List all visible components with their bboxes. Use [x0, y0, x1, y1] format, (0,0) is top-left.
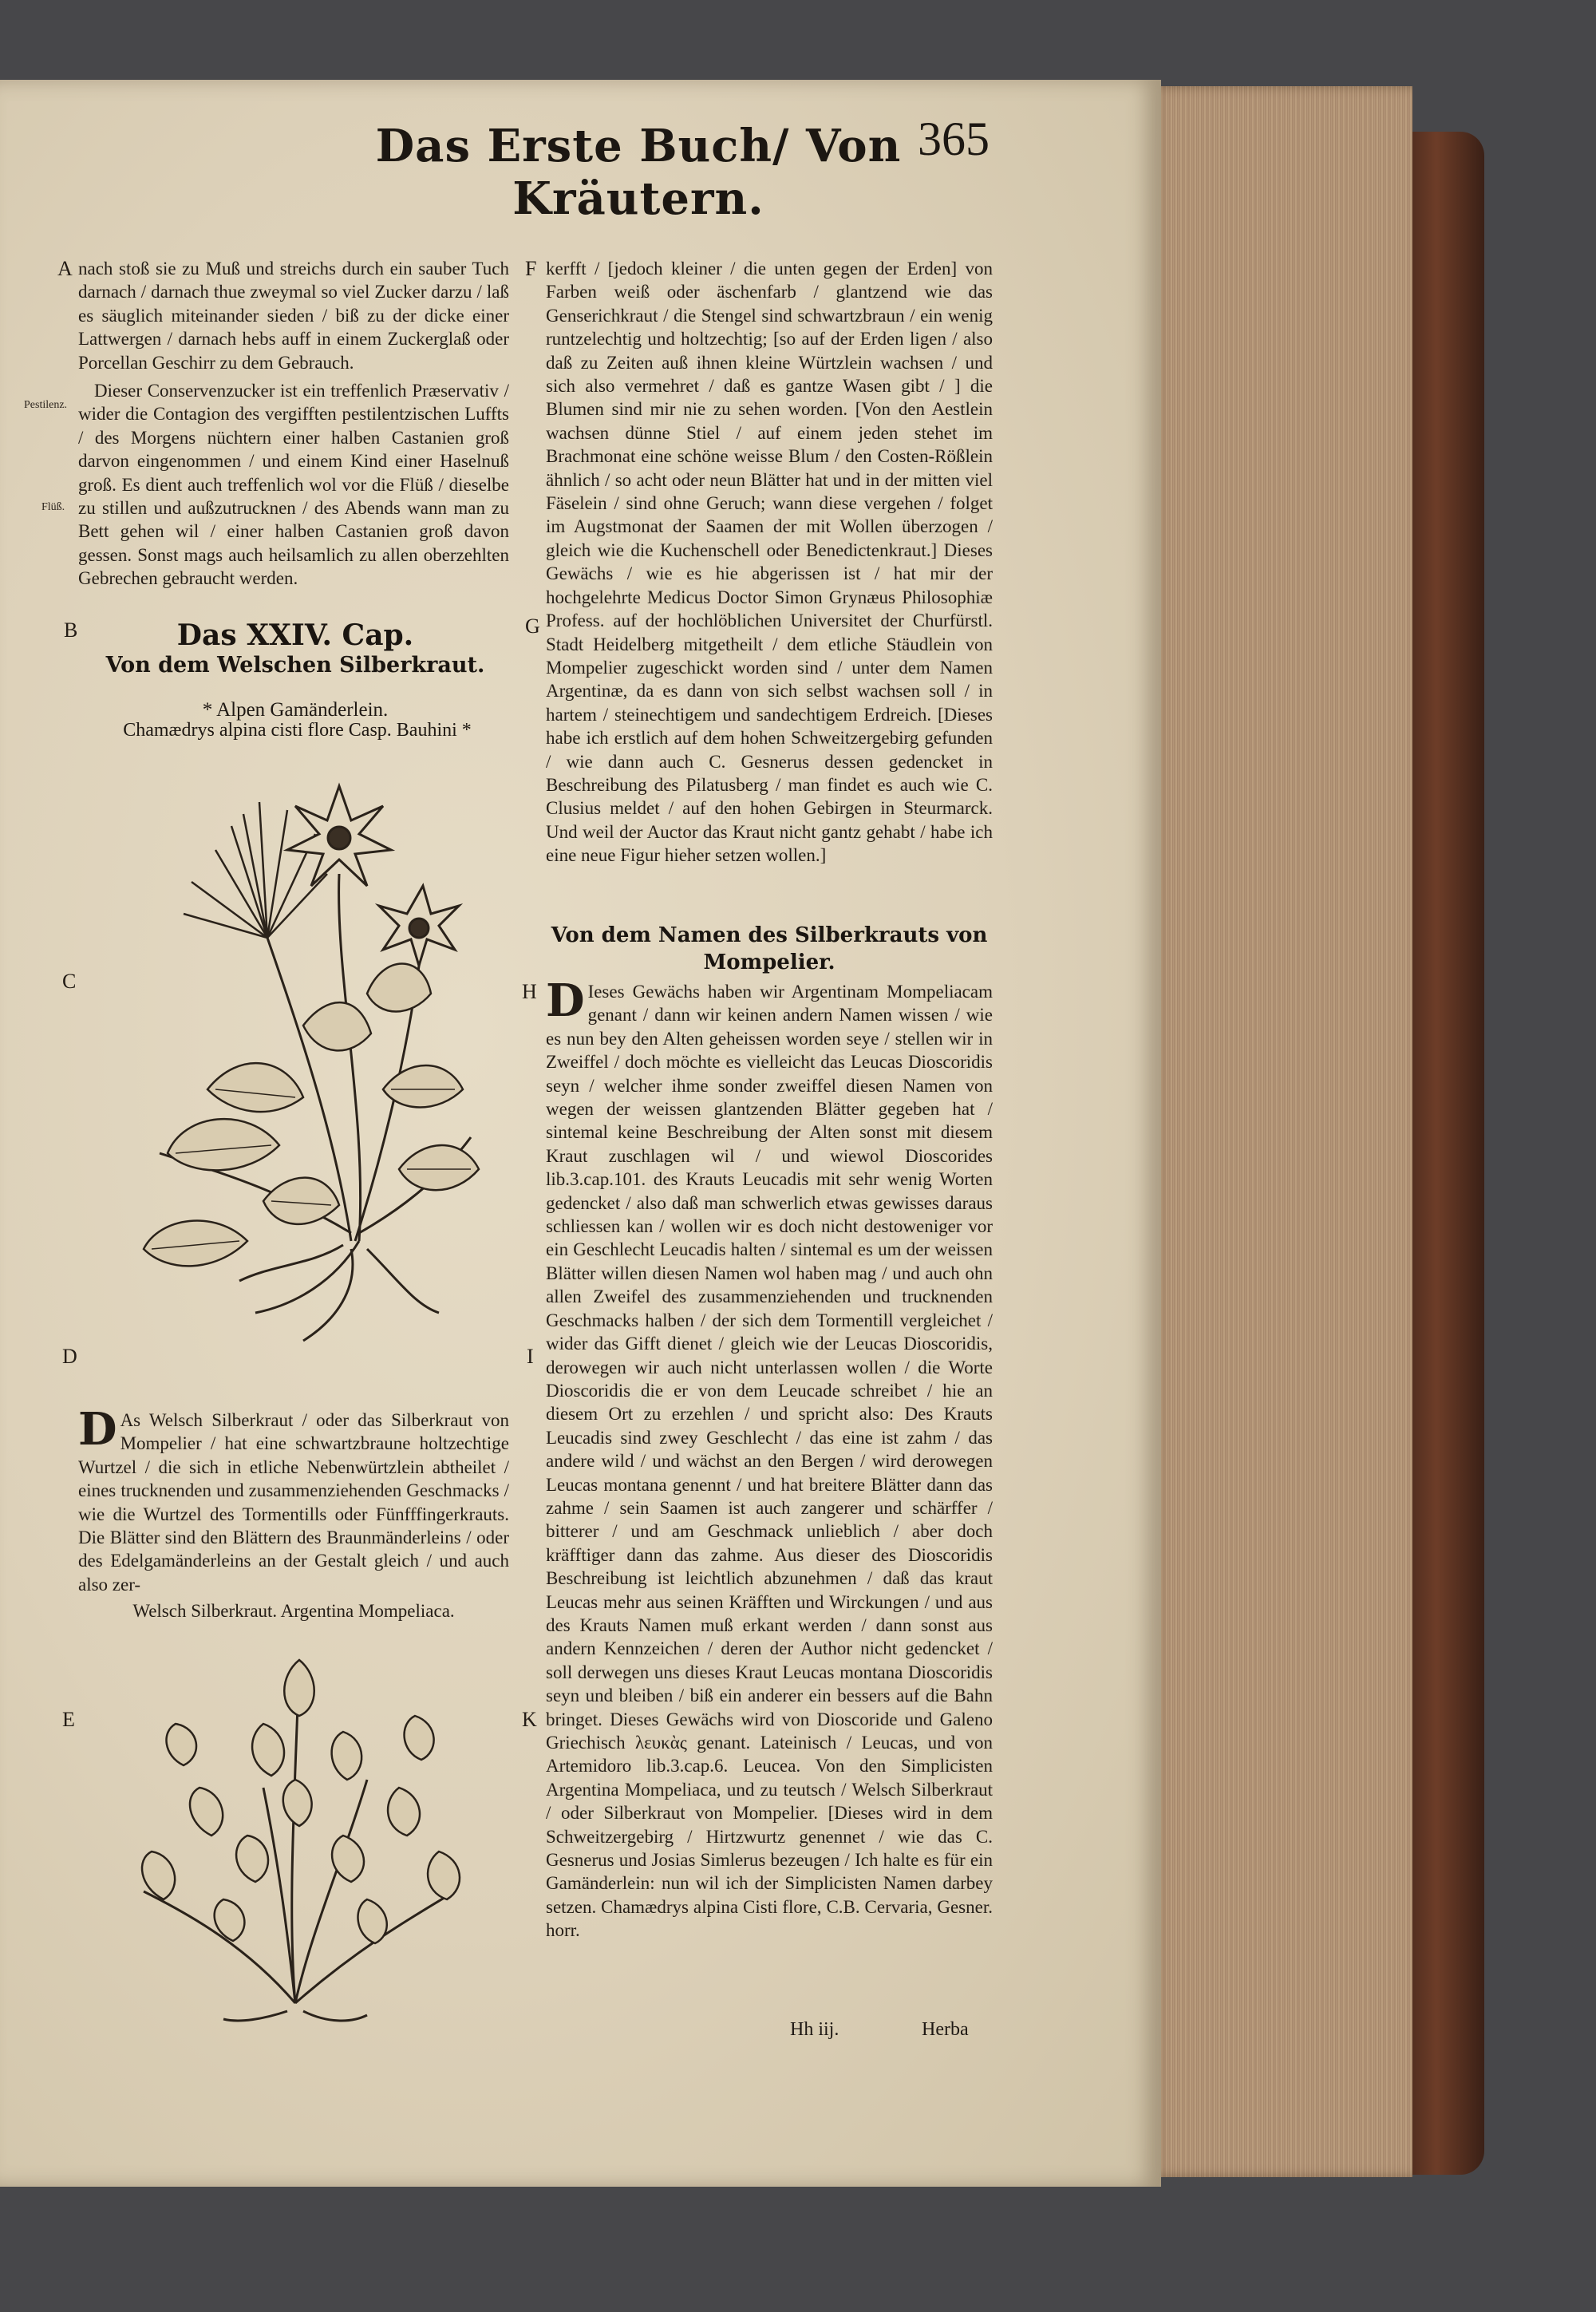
signature-mark: Hh iij.	[790, 2019, 839, 2040]
paragraph	[546, 980, 993, 1942]
paragraph-text: Ieses Gewächs haben wir Argentinam Mompeliacam genant / dann wir keinen andern Namen wissen / wie es nun bey den Alten geheissen worden seye / stellen wir in Zweiffel / doch möchte es vielleicht das Leucas Dioscoridis seyn / welcher ihme sonder zweiffel diesen Namen von wegen der weissen glantzenden Blätter gegeben hat / sintemal keine Beschreibung der Alten sonst mit diesem Kraut zuschlagen wil / und wiewol Dioscorides lib.3.cap.101. des Krauts Leucadis mit sehr wenig Worten gedencket / also daß man schwerlich etwas gewisses daraus schliessen kan / wollen wir es doch nicht destoweniger vor ein Geschlecht Leucadis halten / sintemal es um der weissen Blätter willen diesen Namen wol haben mag / und auch ohn allen Zweifel des zusammenziehenden und trucknenden Geschmacks halben / der sich dem Tormentill vergleichet / wider das Gifft dienet / gleich wie der Leucas Dioscoridis, derowegen wir auch nicht unterlassen wollen / die Worte Dioscoridis die er von dem Leucade schreibet / hie an diesem Ort zu erzehlen / und spricht also: Des Krauts Leucadis sind zwey Geschlecht / das eine ist zahm / das andere wild / und wächst an den Bergen / wird derowegen Leucas montana genennt / und hat breitere Blätter dann das zahme / sein Saamen ist auch zangerer und schärffer / bitterer / und am Geschmack unlieblich / aber doch kräfftiger dann das zahme. Aus dieser des Dioscoridis Beschreibung ist leichtlich abzunehmen / daß das kraut Leucas mehr aus seinen Kräfften und Wirckungen / und aus des Krauts Namen muß erkant werden / dann sonst aus andern Kennzeichen / deren der Author nicht gedencket / soll derwegen uns dieses Kraut Leucas montana Dioscoridis seyn und bleiben / biß ein anderer ein bessers auf die Bahn bringet. Dieses Gewächs wird von Dioscoride und Galeno Griechisch λευκὰς genant. Lateinisch / Leucas, und von Artemidoro lib.3.cap.6. Leucea. Von den Simplicisten Argentina Mompeliaca, und zu teutsch / Welsch Silberkraut / oder Silberkraut von Mompelier. [Dieses wird in dem Schweitzergebirg / Hirtzwurtz genennet / wie das C. Gesnerus und Josias Simlerus bezeugen / Ich halte es für ein Gamänderlein: nun wil ich der Simplicisten Namen darbey setzen. Chamædrys alpina Cisti flore, C.B. Cervaria, Gesner. horr.	[546, 982, 993, 1941]
margin-letter-i: I	[527, 1345, 534, 1368]
margin-letter-f: F	[525, 257, 537, 280]
section-heading: Von dem Namen des Silberkrauts von Mompelier.	[551, 923, 988, 974]
chapter-title: Das XXIV. Cap.	[176, 619, 414, 652]
catchword: Herba	[922, 2019, 969, 2040]
book-cover-edge	[1404, 132, 1484, 2175]
paragraph: nach stoß sie zu Muß und streichs durch ein sauber Tuch darnach / darnach thue zweymal so viel Zucker darzu / laß es säuglich miteinander sieden / biß zu der dicke einer Lattwergen / darnach hebs auff in einem Zuckerglaß oder Porcellan Geschirr zu dem Gebrauch.	[78, 259, 509, 373]
chapter-subtitle: Von dem Welschen Silberkraut.	[105, 653, 485, 678]
left-column-description	[78, 1403, 509, 1623]
right-column-names	[546, 980, 993, 1947]
figure-caption: Welsch Silberkraut. Argentina Mompeliaca.	[132, 1601, 455, 1622]
running-head: Das Erste Buch/ Von Kräutern.	[375, 120, 902, 225]
woodcut-alpine-germander	[96, 754, 495, 1353]
right-column-top	[546, 257, 993, 872]
margin-letter-b: B	[64, 619, 78, 642]
drop-cap: D	[78, 1403, 117, 1456]
margin-letter-g: G	[525, 615, 540, 638]
page-block-edges	[1149, 86, 1412, 2177]
margin-letter-c: C	[62, 970, 77, 993]
paragraph: Dieser Conservenzucker ist ein treffenlich Præservativ / wider die Contagion des vergifften pestilentzischen Luffts / des Morgens nüchtern einer halben Castanien groß darvon eingenommen / und einem Kind einer Haselnuß groß. Es dient auch treffenlich wol vor die Flüß / dieselbe zu stillen und außzutrucknen / des Abends wann man zu Bett gehen wil / einer halben Castanien groß davon gessen. Sonst mags auch heilsamlich zu allen oberzehlten Gebrechen gebraucht werden.	[78, 381, 509, 589]
margin-letter-a: A	[57, 257, 73, 280]
left-column-top	[78, 257, 509, 595]
margin-letter-k: K	[522, 1708, 537, 1731]
drop-cap: D	[546, 980, 585, 1027]
margin-letter-h: H	[522, 980, 537, 1003]
margin-letter-d: D	[62, 1345, 77, 1368]
paragraph: As Welsch Silberkraut / oder das Silberkraut von Mompelier / hat eine schwartzbraune holtzechtige Wurtzel / die sich in etliche Nebenwürtzlein abtheilet / eines trucknenden und zusammenziehenden Geschmacks / wie die Wurtzel des Tormentills oder Fünfffingerkrauts. Die Blätter sind den Blättern des Braunmänderleins / oder des Edelgamänderleins an der Gestalt gleich / und auch also zer-	[78, 1410, 509, 1595]
side-note-fluss: Flüß.	[41, 501, 65, 513]
margin-letter-e: E	[62, 1708, 75, 1731]
paragraph: kerfft / [jedoch kleiner / die unten gegen der Erden] von Farben weiß oder äschenfarb / glantzend wie das Genserichkraut / die Stengel sind schwartzbraun / ein wenig runtzelechtig und holtzechtig; [so auf der Erden ligen / also daß zu Zeiten auß ihnen kleine Würtzlein wachsen / und sich also vermehret / daß es gantze Wasen gibt / ] die Blumen sind mir nie zu sehen worden. [Von den Aestlein wachsen dünne Stiel / auf einem jeden stehet im Brachmonat eine schöne weisse Blum / den Costen-Rößlein ähnlich / so acht oder neun Blätter hat und in der mitten viel Fäselein / sind ohne Geruch; wann diese vergehen / folget im Augstmonat der Saamen der mit Wollen überzogen / gleich wie die Kuchenschell oder Benedictenkraut.] Dieses Gewächs / wie es hie abgerissen ist / hat mir der hochgelehrte Medicus Doctor Simon Grynæus Philosophiæ Profess. auf der hochlöblichen Universitet der Churfürstl. Stadt Heidelberg mitgetheilt / dem etliche Stäudlein von Mompelier zugeschickt worden sind / unter dem Namen Argentinæ, da es dann von sich selbst wachsen soll / in hartem / steinechtigem und sandechtigem Erdreich. [Dieses habe ich erstlich auf dem hohen Schweitzergebirg gefunden / wie dann auch C. Gesnerus dessen gedencket in Beschreibung des Pilatusberg / man findet es auch wie C. Clusius meldet / auf den hohen Gebirgen in Steurmarck. Und weil der Auctor das Kraut nicht gantz gehabt / habe ich eine neue Figur hieher setzen wollen.]	[546, 259, 993, 866]
plant-name-latin: Chamædrys alpina cisti flore Casp. Bauhini *	[123, 720, 472, 741]
side-note-pestilenz: Pestilenz.	[24, 399, 68, 411]
woodcut-silberkraut	[104, 1628, 487, 2027]
page-number: 365	[918, 113, 990, 165]
plant-name-german: * Alpen Gamänderlein.	[202, 699, 389, 721]
